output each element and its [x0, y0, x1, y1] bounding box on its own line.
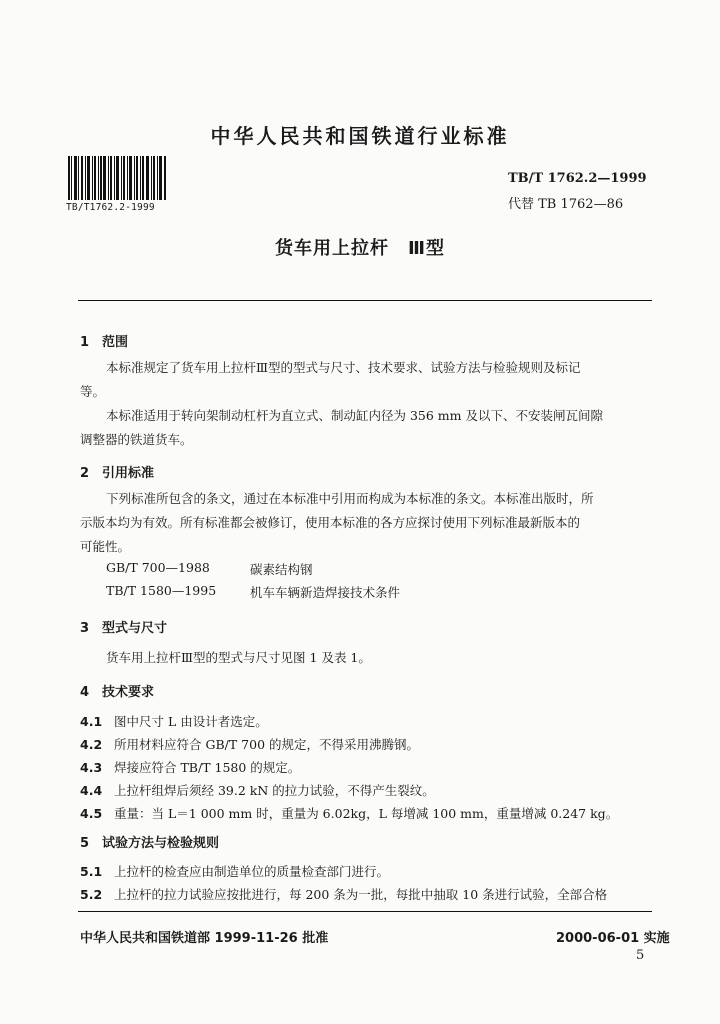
item-number: 4.4 [80, 783, 103, 798]
list-item [80, 862, 389, 880]
effective-date: 2000-06-01 实施 [556, 931, 670, 946]
paragraph-line: 货车用上拉杆Ⅲ型的型式与尺寸见图 1 及表 1。 [106, 650, 371, 665]
list-item [80, 735, 419, 753]
section-title: 型式与尺寸 [102, 621, 168, 636]
ref-standard-code: GB/T 700—1988 [106, 560, 210, 575]
item-text: 重量：当 L＝1 000 mm 时，重量为 6.02kg，L 每增减 100 mm，重量增减 0.247 kg。 [114, 806, 619, 821]
item-number: 5.2 [80, 887, 103, 902]
section-2-heading [80, 462, 154, 481]
barcode-number: TB/T1762.2-1999 [66, 202, 155, 213]
ref-standard-code: TB/T 1580—1995 [106, 583, 217, 598]
item-number: 4.2 [80, 737, 103, 752]
section-number: 1 [80, 335, 90, 350]
section-number: 4 [80, 685, 90, 700]
barcode [66, 156, 170, 213]
item-text: 上拉杆的检查应由制造单位的质量检查部门进行。 [114, 864, 390, 879]
org-title: 中华人民共和国铁道行业标准 [210, 124, 510, 148]
item-number: 4.1 [80, 714, 103, 729]
barcode-graphic [66, 156, 170, 200]
item-text: 上拉杆的拉力试验应按批进行，每 200 条为一批，每批中抽取 10 条进行试验，全部合格 [114, 887, 608, 902]
ref-standard-title: 碳素结构钢 [250, 562, 313, 577]
list-item [80, 781, 435, 799]
section-number: 5 [80, 836, 90, 851]
section-number: 2 [80, 466, 90, 481]
section-3-heading [80, 617, 167, 636]
paragraph-line: 调整器的铁道货车。 [80, 432, 193, 447]
paragraph-line: 本标准适用于转向架制动杠杆为直立式、制动缸内径为 356 mm 及以下、不安装闸瓦间隙 [106, 408, 603, 423]
section-title: 技术要求 [102, 685, 155, 700]
list-item [80, 804, 618, 822]
standard-code: TB/T 1762.2—1999 [508, 171, 647, 186]
item-text: 图中尺寸 L 由设计者选定。 [114, 714, 268, 729]
ref-standard-title: 机车车辆新造焊接技术条件 [250, 585, 401, 600]
section-title: 引用标准 [102, 466, 155, 481]
item-text: 所用材料应符合 GB/T 700 的规定，不得采用沸腾钢。 [114, 737, 419, 752]
section-4-heading [80, 681, 154, 700]
paragraph-line: 本标准规定了货车用上拉杆Ⅲ型的型式与尺寸、技术要求、试验方法与检验规则及标记 [106, 360, 581, 375]
section-1-heading [80, 331, 128, 350]
item-number: 5.1 [80, 864, 103, 879]
list-item [80, 712, 268, 730]
section-title: 试验方法与检验规则 [102, 836, 220, 851]
list-item [80, 758, 300, 776]
header-divider [78, 300, 652, 301]
document-title: 货车用上拉杆 Ⅲ型 [274, 238, 445, 259]
section-number: 3 [80, 621, 90, 636]
section-title: 范围 [102, 335, 129, 350]
paragraph-line: 等。 [80, 384, 106, 399]
page-number: 5 [636, 948, 645, 963]
replaces-standard: 代替 TB 1762—86 [508, 197, 624, 212]
approval-statement: 中华人民共和国铁道部 1999-11-26 批准 [80, 931, 329, 946]
section-5-heading [80, 832, 219, 851]
item-text: 焊接应符合 TB/T 1580 的规定。 [114, 760, 301, 775]
paragraph-line: 示版本均为有效。所有标准都会被修订，使用本标准的各方应探讨使用下列标准最新版本的 [80, 515, 581, 530]
item-number: 4.3 [80, 760, 103, 775]
item-number: 4.5 [80, 806, 103, 821]
paragraph-line: 下列标准所包含的条文，通过在本标准中引用而构成为本标准的条文。本标准出版时，所 [106, 491, 594, 506]
list-item [80, 885, 607, 903]
paragraph-line: 可能性。 [80, 539, 131, 554]
footer-divider [78, 911, 652, 912]
item-text: 上拉杆组焊后须经 39.2 kN 的拉力试验，不得产生裂纹。 [114, 783, 435, 798]
